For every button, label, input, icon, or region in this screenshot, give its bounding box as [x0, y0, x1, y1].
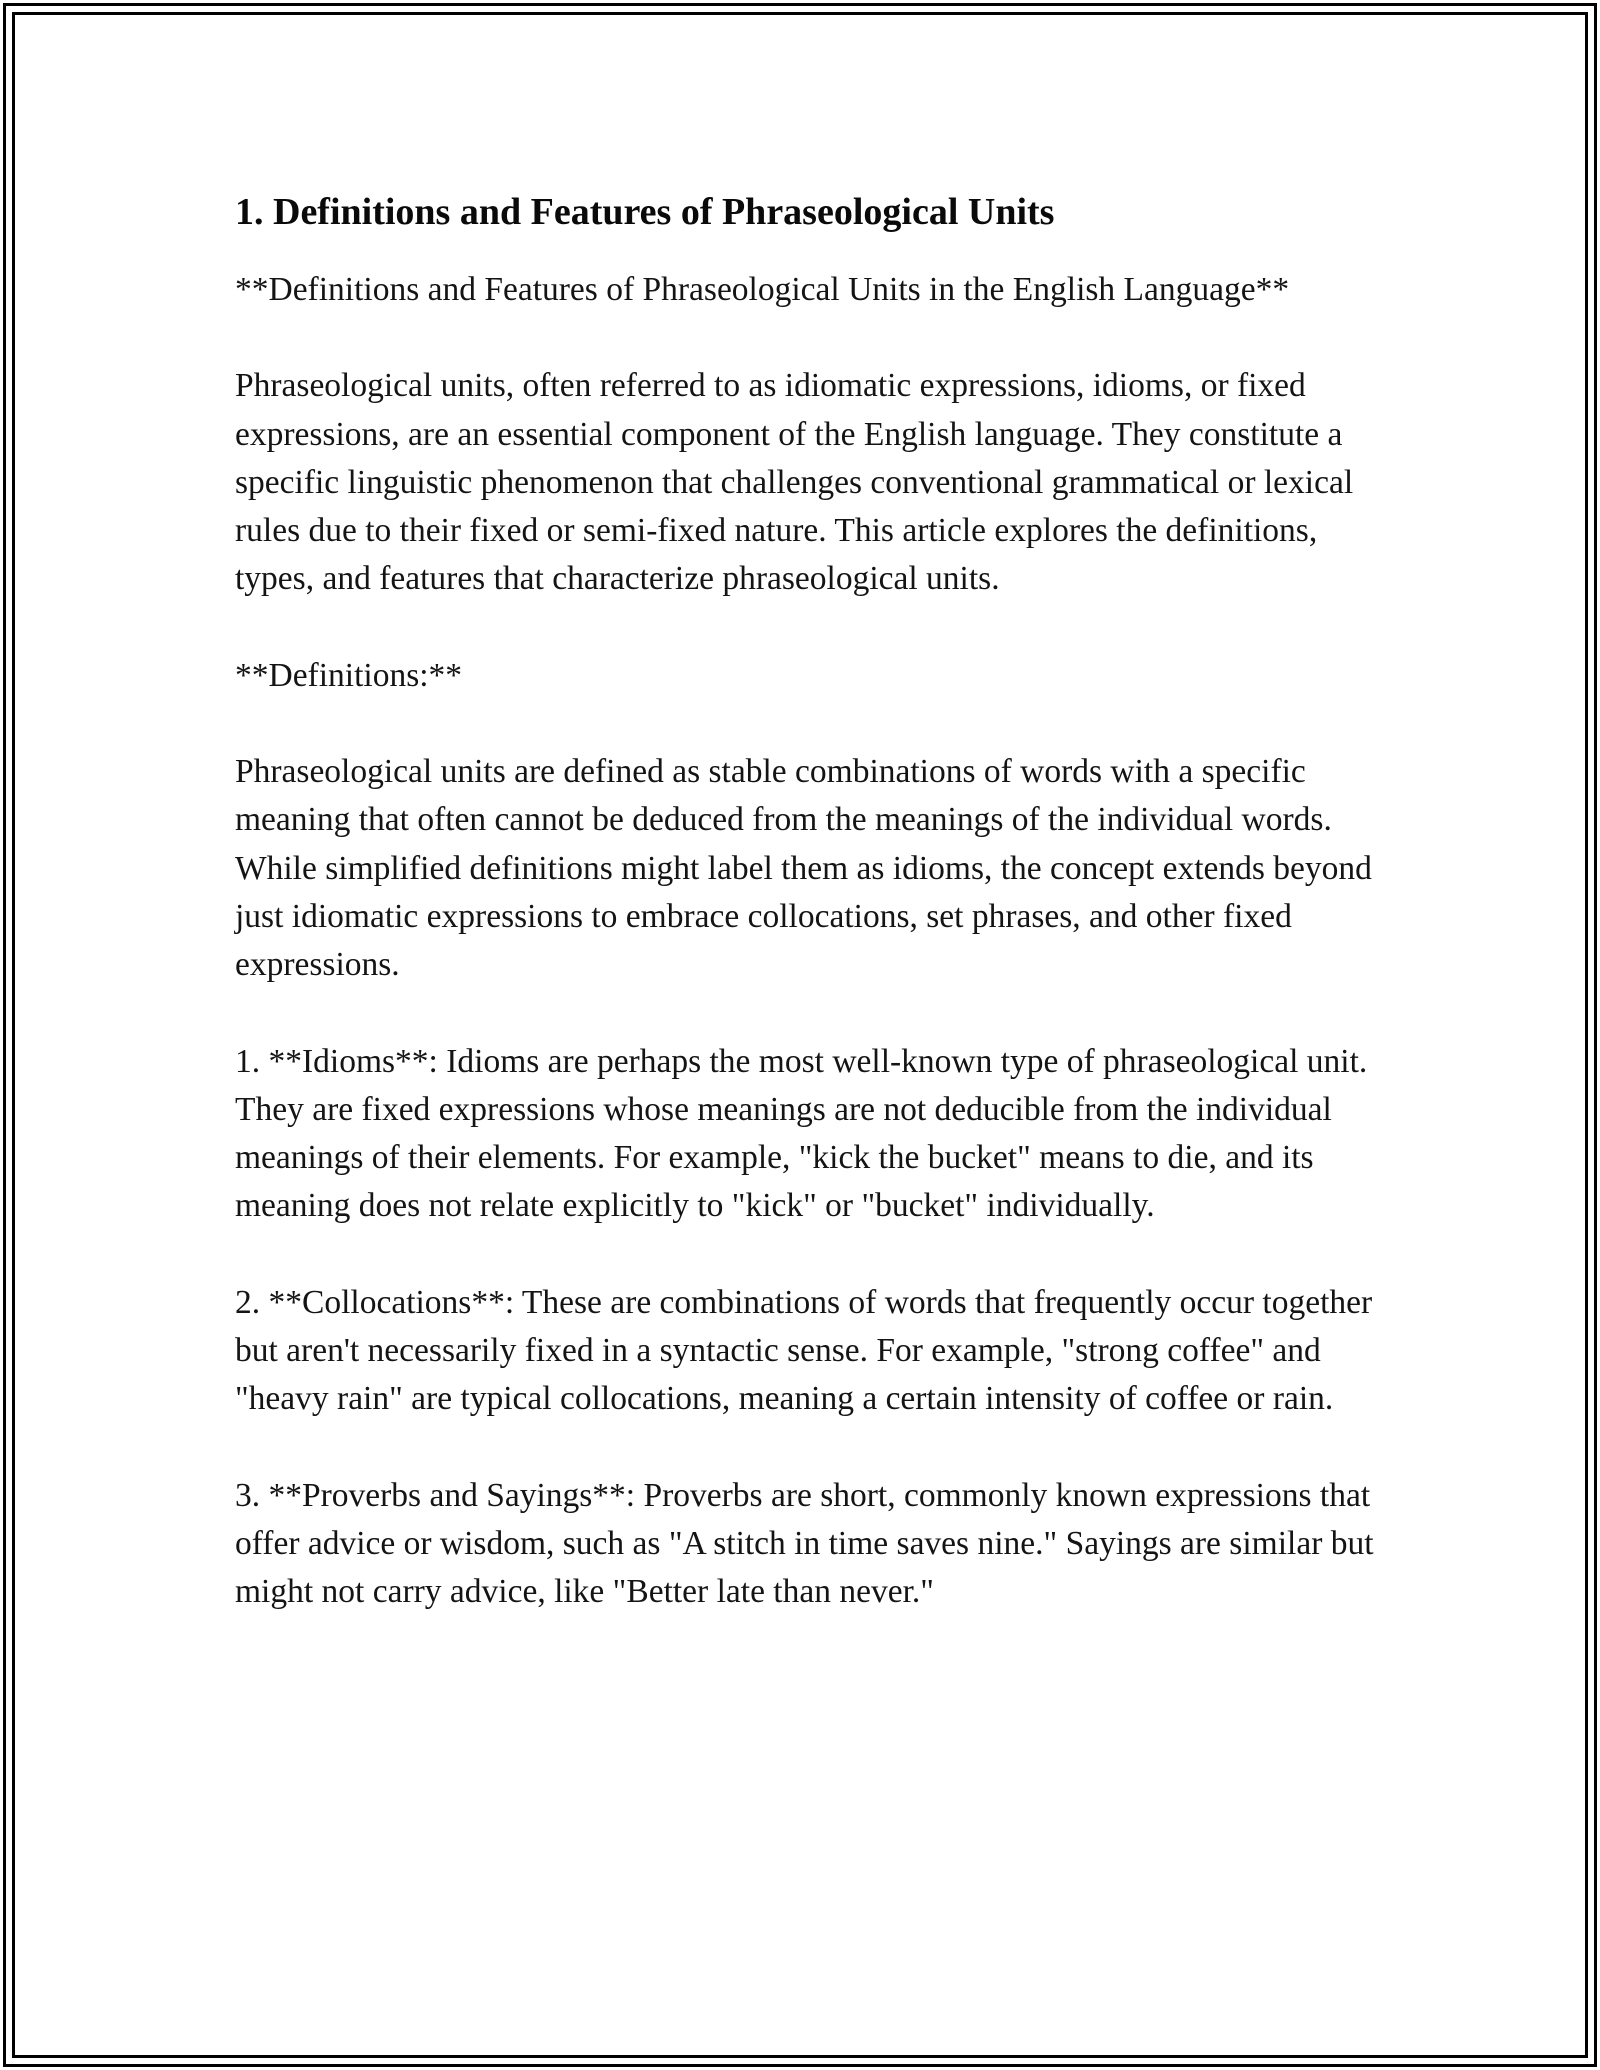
paragraph-definitions-heading: **Definitions:** [235, 656, 463, 694]
document-body [235, 186, 1375, 1665]
document-title: 1. Definitions and Features of Phraseological Units [235, 191, 1055, 233]
list-item-idioms: 1. **Idioms**: Idioms are perhaps the most well-known type of phraseological unit. They are fixed expressions whose meanings are not deducible from the individual meanings of their elements. For example, "kick the bucket" means to die, and its meaning does not relate explicitly to "kick" or "bucket" individually. [235, 1042, 1368, 1225]
paragraph-subtitle: **Definitions and Features of Phraseological Units in the English Language** [235, 271, 1290, 308]
paragraph-introduction: Phraseological units, often referred to as idiomatic expressions, idioms, or fixed expressions, are an essential component of the English language. They constitute a specific linguistic phenomenon that challenges conventional grammatical or lexical rules due to their fixed or semi-fixed nature. This article explores the definitions, types, and features that characterize phraseological units. [235, 367, 1354, 598]
list-item-proverbs: 3. **Proverbs and Sayings**: Proverbs are short, commonly known expressions that offer advice or wisdom, such as "A stitch in time saves nine." Sayings are similar but might not carry advice, like "Better late than never." [235, 1476, 1374, 1611]
list-item-collocations: 2. **Collocations**: These are combinations of words that frequently occur together but aren't necessarily fixed in a syntactic sense. For example, "strong coffee" and "heavy rain" are typical collocations, meaning a certain intensity of coffee or rain. [235, 1283, 1373, 1418]
paragraph-definitions-body: Phraseological units are defined as stable combinations of words with a specific meaning that often cannot be deduced from the meanings of the individual words. While simplified definitions might label them as idioms, the concept extends beyond just idiomatic expressions to embrace collocations, set phrases, and other fixed expressions. [235, 753, 1372, 984]
